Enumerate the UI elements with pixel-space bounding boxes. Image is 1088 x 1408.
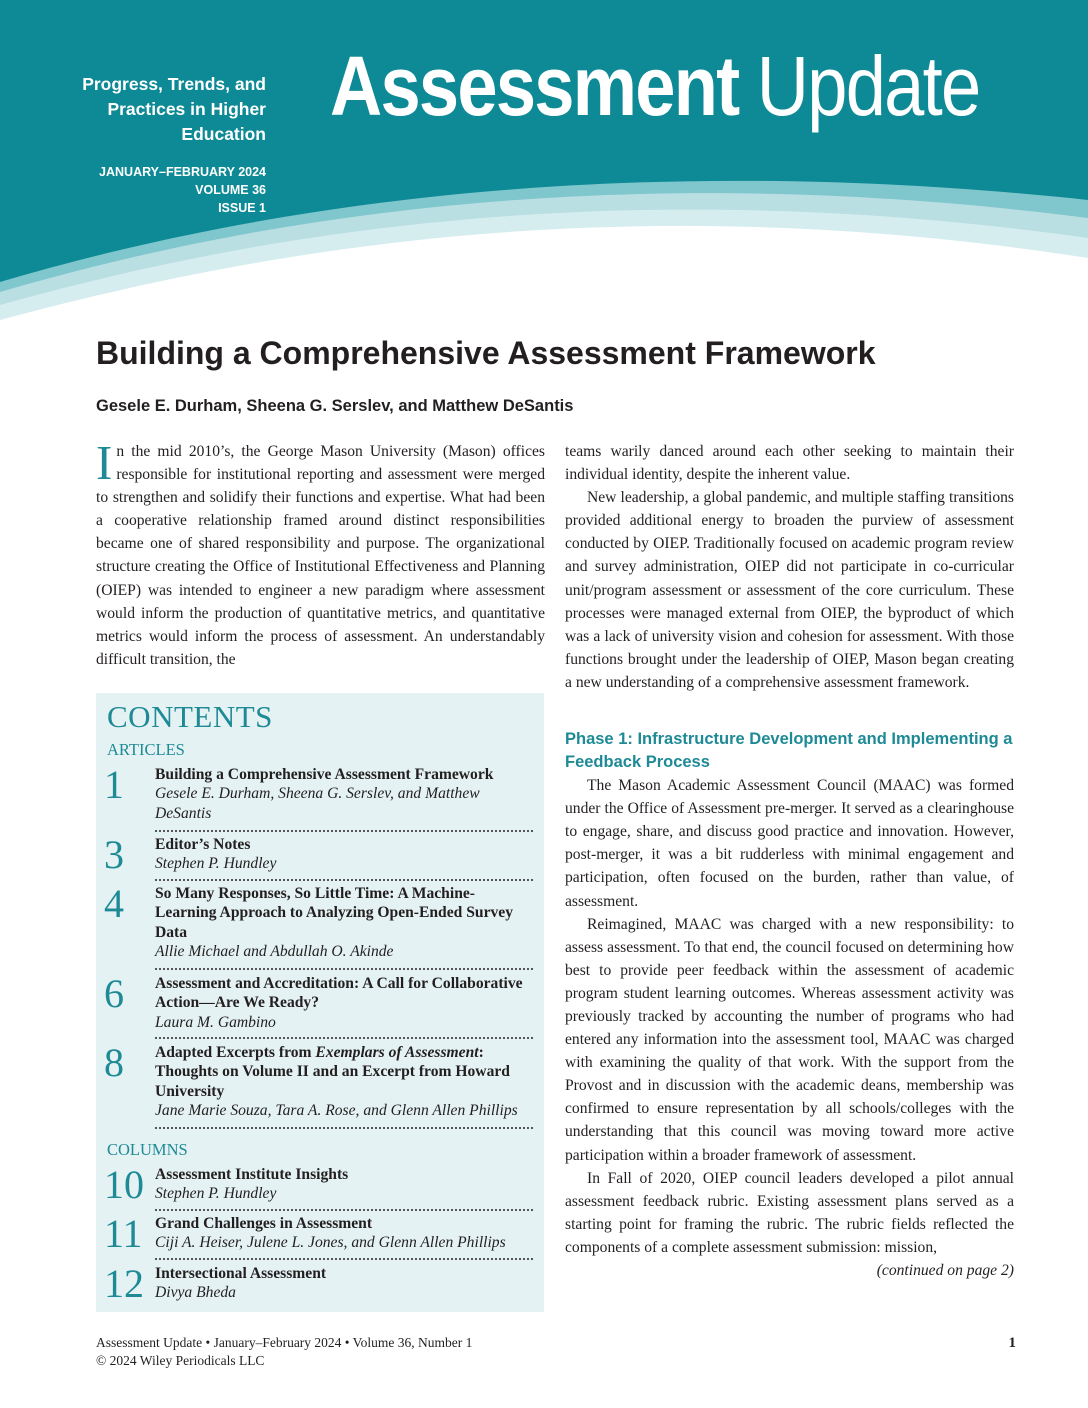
contents-entry[interactable] [96,881,544,964]
dotted-divider [155,1037,533,1039]
dotted-divider [155,1258,533,1260]
entry-authors: Stephen P. Hundley [155,1185,277,1203]
entry-page-number: 12 [104,1261,144,1306]
entry-page-number: 11 [104,1211,143,1256]
entry-authors: Ciji A. Heiser, Julene L. Jones, and Glenn Allen Phillips [155,1234,506,1252]
entry-title: Building a Comprehensive Assessment Framework [155,766,494,783]
issue-volume: VOLUME 36 [195,183,266,197]
paragraph: New leadership, a global pandemic, and multiple staffing transitions provided additional energy to broaden the purview of assessment conducted by OIEP. Traditionally focused on academic program review and survey administration, OIEP did not participate in co-curricular unit/program assessment or assessment of the core curriculum. These processes were managed external from OIEP, the byproduct of which was a lack of university vision and cohesion for assessment. With those functions brought under the leadership of OIEP, Mason began creating a new understanding of a comprehensive assessment framework. [565,489,1014,691]
entry-title: Intersectional Assessment [155,1265,327,1282]
entry-authors: Laura M. Gambino [155,1013,276,1031]
entry-page-number: 6 [104,971,124,1016]
masthead-tagline [36,72,266,147]
entry-authors: Jane Marie Souza, Tara A. Rose, and Glenn Allen Phillips [155,1101,518,1119]
publication-title [330,36,979,136]
entry-authors: Allie Michael and Abdullah O. Akinde [155,942,394,960]
paragraph: Reimagined, MAAC was charged with a new responsibility: to assess assessment. To that end, the council focused on determining how best to provide peer feedback within the assessment of academic program student learning outcomes. Whereas assessment activity was previously tracked by accounting the number of programs who had entered any information into the assessment tool, MAAC was charged with examining the quality of that work. With the support from the Provost and in discussion with the academic deans, membership was confirmed to ensure representation by all schools/colleges with the understanding that this council was moving toward more active participation within a broader framework of assessment. [565,915,1014,1164]
entry-title: So Many Responses, So Little Time: A Machine-Learning Approach to Analyzing Open-Ended Survey Data [155,885,514,941]
page-footer [96,1334,1016,1370]
drop-cap: I [96,435,113,490]
footer-copyright: © 2024 Wiley Periodicals LLC [96,1353,265,1368]
paragraph: In Fall of 2020, OIEP council leaders developed a pilot annual assessment feedback rubric. Existing assessment plans served as a starting point for framing the rubric. The rubric fields reflected the components of a complete assessment submission: mission, [565,1169,1014,1256]
contents-entry[interactable] [96,1040,544,1123]
dotted-divider [155,1209,533,1211]
article-authors: Gesele E. Durham, Sheena G. Serslev, and Matthew DeSantis [96,397,574,415]
footer-citation: Assessment Update • January–February 2024 • Volume 36, Number 1 [96,1335,473,1350]
publication-title-bold: Assessment [330,39,739,133]
contents-box [96,693,544,1312]
article-column-right [565,440,1014,1282]
issue-info [36,163,266,217]
contents-entry[interactable] [96,762,544,827]
contents-entry[interactable] [96,1211,544,1256]
paragraph: The Mason Academic Assessment Council (MAAC) was formed under the Office of Assessment pre-merger. It served as a clearinghouse to engage, share, and discuss good practice and innovation. However, post-merger, it was a bit rudderless with minimal engagement and participation, often focused on the burden, rather than value, of assessment. [565,777,1014,910]
entry-page-number: 3 [104,832,124,877]
entry-title: Editor’s Notes [155,836,251,853]
dotted-divider [155,830,533,832]
entry-page-number: 10 [104,1162,144,1207]
entry-authors: Stephen P. Hundley [155,855,277,873]
contents-entry[interactable] [96,1261,544,1306]
tagline-line: Practices in Higher [107,99,266,119]
paragraph-continued: teams warily danced around each other seeking to maintain their individual identity, despite the inherent value. [565,443,1014,484]
dotted-divider [155,879,533,881]
tagline-line: Progress, Trends, and [82,74,266,94]
entry-authors: Divya Bheda [155,1284,236,1302]
lead-text: n the mid 2010’s, the George Mason University (Mason) offices responsible for institutional reporting and assessment were merged to strengthen and solidify their functions and expertise. What had been a cooperative relationship framed around distinct responsibilities became one of shared responsibility and purpose. The organizational structure creating the Office of Institutional Effectiveness and Planning (OIEP) was intended to engineer a new paradigm where assessment would inform the production of quantitative metrics, and quantitative metrics would inform the process of assessment. An understandably difficult transition, the [96,443,545,668]
issue-date: JANUARY–FEBRUARY 2024 [99,165,266,179]
contents-heading: CONTENTS [107,699,273,734]
contents-entry[interactable] [96,971,544,1034]
columns-label: COLUMNS [107,1140,188,1159]
entry-title: Assessment and Accreditation: A Call for Collaborative Action—Are We Ready? [155,975,523,1012]
entry-page-number: 8 [104,1040,124,1085]
tagline-line: Education [181,124,266,144]
dotted-divider [155,1127,533,1129]
entry-title-book: Exemplars of Assessment [315,1044,479,1061]
continued-note: (continued on page 2) [876,1262,1014,1279]
articles-label: ARTICLES [107,740,185,759]
entry-title: Assessment Institute Insights [155,1166,349,1183]
lead-paragraph [96,435,545,671]
contents-entry[interactable] [96,832,544,877]
entry-title [155,1043,531,1101]
entry-title-part: Adapted Excerpts from [155,1044,316,1061]
entry-page-number: 4 [104,881,124,926]
page-number: 1 [1008,1335,1016,1351]
entry-title-part: : Thoughts on Volume II and an Excerpt from Howard University [155,1044,510,1100]
issue-number: ISSUE 1 [218,201,266,215]
entry-authors: Gesele E. Durham, Sheena G. Serslev, and Matthew DeSantis [155,785,480,822]
contents-entry[interactable] [96,1162,544,1207]
entry-title: Grand Challenges in Assessment [155,1215,373,1232]
entry-page-number: 1 [104,762,124,807]
article-title: Building a Comprehensive Assessment Framework [96,335,876,371]
section-heading: Phase 1: Infrastructure Development and Implementing a Feedback Process [565,730,1013,772]
article-column-left [96,435,545,671]
dotted-divider [155,968,533,970]
publication-title-light: Update [756,39,980,133]
